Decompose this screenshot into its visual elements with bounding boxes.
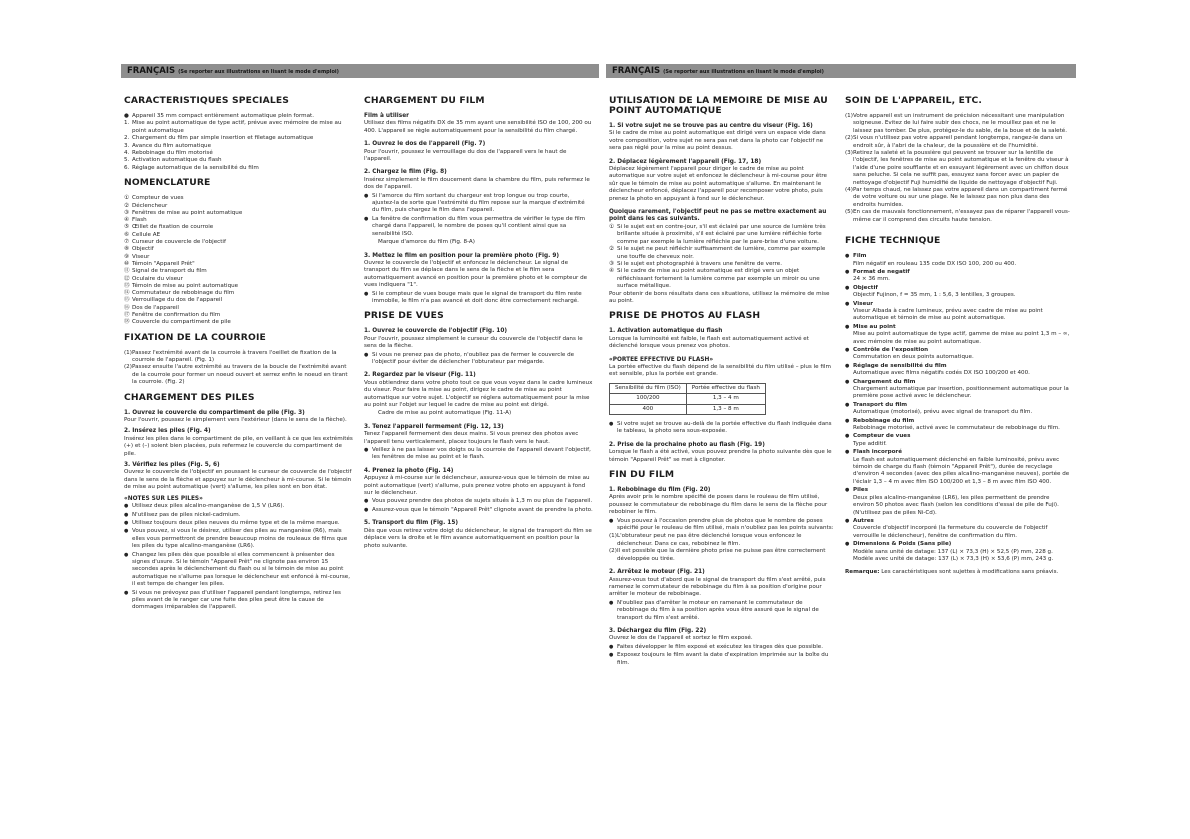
step-title: 2. Chargez le film (Fig. 8) <box>364 169 447 176</box>
heading-memoire: UTILISATION DE LA MEMOIRE DE MISE AU POINT AUTOMATIQUE <box>609 95 828 116</box>
step-text: Ouvrez le couvercle de l'objectif et enfoncez le déclencheur. Le signal de transport du film se déplace dans le sens de la flèche et le film sera automatiquement avancé en position pour la première photo et le compteur de vues indiquera "1". <box>364 259 588 289</box>
step-text: Insérez simplement le film doucement dans la chambre du film, puis refermez le dos de l'appareil. <box>364 176 590 191</box>
step-title: 3. Mettez le film en position pour la première photo (Fig. 9) <box>364 252 560 259</box>
step-text: Déplacez légèrement l'appareil pour diriger le cadre de mise au point automatique sur votre sujet et enfoncez le déclencheur à mi-course pour être sûr que le témoin de mise au point automatique s'allume. En maintenant le déclencheur enfoncé, déplacez l'appareil pour recomposer votre photo, puis prenez la photo en appuyant à fond sur le déclencheur. <box>609 166 828 202</box>
item-number: ⑨ <box>124 253 130 260</box>
list-item <box>609 246 835 261</box>
list-item <box>124 297 354 304</box>
step-text: Utilisez des films négatifs DX de 35 mm ayant une sensibilité ISO de 100, 200 ou 400. L'appareil se règle automatiquement pour la sensibilité du film chargé. <box>364 120 592 134</box>
item-number: ③ <box>124 209 130 216</box>
step-text: Après avoir pris le nombre spécifié de poses dans le rouleau de film utilisé, poussez le commutateur de rebobinage du film dans le sens de la flèche pour rebobiner le film. <box>609 494 828 516</box>
bullet-item: ● N'utilisez pas de piles nickel-cadmium. <box>124 512 354 519</box>
list-item <box>124 290 354 297</box>
banner-title: FRANÇAIS <box>612 66 661 76</box>
spec-label: Flash incorporé <box>853 449 902 456</box>
remarque <box>845 569 1070 576</box>
step-text: Vous obtiendrez dans votre photo tout ce que vous voyez dans le cadre lumineux du viseur. Pour faire la mise au point, dirigez le cadre de mise au point automatique sur votre sujet. L'objectif se réglera automatiquement pour la mise au point sur l'objet sur lequel le cadre de mise au point est dirigé. <box>364 379 593 408</box>
list-item <box>845 187 1070 209</box>
step-text: Dès que vous retirez votre doigt du déclencheur, le signal de transport du film se déplace vers la droite et le film avance automatiquement en position pour la photo suivante. <box>364 527 592 549</box>
step-title: «PORTEE EFFECTIVE DU FLASH» <box>609 356 714 363</box>
banner-subtitle: (Se reporter aux illustrations en lisant le mode d'emploi) <box>178 69 339 75</box>
item-number: ⑥ <box>124 231 130 238</box>
list-item <box>124 350 354 365</box>
heading-flash: PRISE DE PHOTOS AU FLASH <box>609 310 761 322</box>
item-text: Passez l'extrémité avant de la courroie à travers l'oeillet de fixation de la courroie de l'appareil. (Fig. 1) <box>132 349 337 363</box>
bullet-item: ● Si l'amorce du film sortant du chargeur est trop longue ou trop courte, ajustez-la de sorte que l'extrémité du film repose sur la marque d'extrémité du film, puis chargez le film dans l'appareil. <box>364 193 593 215</box>
care-list <box>845 113 1070 224</box>
spec-item <box>845 301 1070 323</box>
step-bullets <box>609 600 835 622</box>
spec-text: Viseur Albada à cadre lumineux, prévu avec cadre de mise au point automatique et témoin de mise au point automatique. <box>853 307 1043 322</box>
figure-caption: Cadre de mise au point automatique (Fig. 11-A) <box>378 410 512 417</box>
features-list <box>124 113 354 172</box>
bullet-item: ● N'oubliez pas d'arrêter le moteur en ramenant le commutateur de rebobinage du film à sa position après vous être assuré que le signal de transport du film s'est arrêté. <box>609 600 835 622</box>
spec-item <box>845 253 1070 268</box>
remarque-text: Les caractéristiques sont sujettes à modifications sans préavis. <box>881 569 1059 576</box>
item-number: (2) <box>609 548 617 555</box>
list-item <box>124 268 354 275</box>
list-item <box>124 305 354 312</box>
item-number: 3. <box>124 142 130 149</box>
list-item <box>609 533 835 548</box>
heading-fixation: FIXATION DE LA COURROIE <box>124 331 266 343</box>
item-text: Compteur de vues <box>132 195 184 202</box>
item-text: Si vous n'utilisez pas votre appareil pendant longtemps, rangez-le dans un endroit sûr, à l'abri de la chaleur, de la poussière et de l'humidité. <box>853 135 1063 149</box>
item-text: Témoin de mise au point automatique <box>132 282 239 289</box>
step-text: Tenez l'appareil fermement des deux mains. Si vous prenez des photos avec l'appareil tenu verticalement, placez toujours le flash vers le haut. <box>364 431 579 445</box>
spec-text: Objectif Fujinon, f = 35 mm, 1 : 5,6, 3 lentilles, 3 groupes. <box>853 292 1016 299</box>
item-number: 2. <box>124 135 130 142</box>
heading-piles: CHARGEMENT DES PILES <box>124 391 255 403</box>
spec-item <box>845 269 1070 284</box>
step-text: Pour obtenir de bons résultats dans ces situations, utilisez la mémoire de mise au point. <box>609 290 830 304</box>
item-text: Si le cadre de mise au point automatique est dirigé vers un objet réfléchissant fortement la lumière comme par exemple un miroir ou une surface métallique. <box>617 268 820 290</box>
item-text: Dos de l'appareil <box>132 304 179 311</box>
list-item <box>124 195 354 202</box>
step-text: Assurez-vous tout d'abord que le signal de transport du film s'est arrêté, puis ramenez le commutateur de rebobinage du film à sa position d'origine pour arrêter le moteur de rebobinage. <box>609 576 826 598</box>
list-item <box>124 210 354 217</box>
item-number: ① <box>609 223 615 230</box>
bullet-item: ● Vous pouvez prendre des photos de sujets situés à 1,3 m ou plus de l'appareil. <box>364 498 593 505</box>
bullet-item: ● Veillez à ne pas laisser vos doigts ou la courroie de l'appareil devant l'objectif, les fenêtres de mise au point et le flash. <box>364 447 593 462</box>
table-cell: 100/200 <box>610 394 687 404</box>
item-text: Activation automatique du flash <box>132 157 222 164</box>
list-item <box>124 364 354 386</box>
item-text: Signal de transport du film <box>132 268 207 275</box>
spec-text: Le flash est automatiquement déclenché en faible luminosité, prévu avec témoin de charge du flash (témoin "Appareil Prêt"), durée de recyclage d'environ 4 secondes (avec des piles alcalino-manganèse neuves), portée de l'éclair 1,3 – 4 m avec film ISO 100/200 et 1,3 – 8 m avec film ISO 400. <box>853 456 1070 485</box>
step-title: 3. Tenez l'appareil fermement (Fig. 12, 13) <box>364 423 504 430</box>
item-text: Réglage automatique de la sensibilité du film <box>132 164 259 171</box>
step-text: Ouvrez le couvercle de l'objectif en poussant le curseur de couvercle de l'objectif dans le sens de la flèche et appuyez sur le déclencheur à mi-course. Si le témoin de mise au point automatique (vert) s'allume, les piles sont en bon état. <box>124 469 352 491</box>
bullet-item: ● Faites développer le film exposé et exécutez les tirages dès que possible. <box>609 644 835 651</box>
banner-title: FRANÇAIS <box>127 66 176 76</box>
step-title: 2. Déplacez légèrement l'appareil (Fig. 17, 18) <box>609 158 762 165</box>
table-row <box>610 394 766 404</box>
spec-label: Compteur de vues <box>853 433 911 440</box>
step-title: 1. Rebobinage du film (Fig. 20) <box>609 487 711 494</box>
spec-label: Rebobinage du film <box>853 417 915 424</box>
item-number: (1) <box>124 349 132 356</box>
spec-text: Modèle sans unité de datage: 137 (L) × 73,3 (H) × 52,5 (P) mm, 228 g. Modèle avec unité de datage: 137 (L) × 73,3 (H) × 53,6 (P) mm, 243 g. <box>853 548 1054 562</box>
item-number: ① <box>124 195 130 202</box>
bullet-item: ● Vous pouvez à l'occasion prendre plus de photos que le nombre de poses spécifié pour le rouleau de film utilisé, mais n'oubliez pas les points suivants: <box>609 518 835 533</box>
step-title: 2. Insérez les piles (Fig. 4) <box>124 428 211 435</box>
item-text: Si le sujet est en contre-jour, s'il est éclairé par une source de lumière très brillante située à proximité, s'il est éclairé par une lumière réfléchie forte comme par exemple la lumière réfléchie par le pare-brise d'une voiture. <box>617 223 826 245</box>
step-title: Quoique rarement, l'objectif peut ne pas se mettre exactement au point dans les cas suivants. <box>609 209 827 223</box>
spec-item <box>845 518 1070 540</box>
table-row <box>610 404 766 414</box>
nomenclature-list <box>124 195 354 326</box>
item-text: Flash <box>132 217 147 224</box>
list-item <box>124 165 354 172</box>
item-number: 1. <box>124 120 130 127</box>
table-cell: 1,3 – 8 m <box>686 404 765 414</box>
item-text: Fenêtre de confirmation du film <box>132 312 221 318</box>
item-text: Avance du film automatique <box>132 142 212 149</box>
spec-label: Viseur <box>853 300 874 307</box>
item-text: Verrouillage du dos de l'appareil <box>132 297 223 304</box>
left-column-2 <box>360 90 599 613</box>
figure-caption: Marque d'amorce du film (Fig. 8-A) <box>378 239 475 246</box>
item-number: ⑰ <box>124 312 130 318</box>
spec-label: Dimensions & Poids (Sans pile) <box>853 541 952 548</box>
item-text: Œillet de fixation de courroie <box>132 224 214 231</box>
item-number: ② <box>124 202 130 209</box>
battery-notes <box>124 503 354 612</box>
spec-label: Format de negatif <box>853 268 910 275</box>
list-item <box>124 246 354 253</box>
spec-label: Piles <box>853 487 869 494</box>
spec-item <box>845 402 1070 417</box>
list-item <box>124 203 354 210</box>
list-item <box>845 150 1070 187</box>
spec-text: Mise au point automatique de type actif, gamme de mise au point 1,3 m – ∞, avec mémoire de mise au point automatique. <box>853 331 1070 345</box>
item-text: Passez ensuite l'autre extrémité au travers de la boucle de l'extrémité avant de la courroie pour former un noeud ouvert et serrez enfin le noeud en tirant la courroie. (Fig. 2) <box>132 364 348 386</box>
bullet-item: ● Si votre sujet se trouve au-delà de la portée effective du flash indiquée dans le tableau, la photo sera sous-exposée. <box>609 421 835 436</box>
item-text: Objectif <box>132 246 154 253</box>
strap-steps <box>124 350 354 387</box>
list-item <box>845 135 1070 150</box>
spec-text: Automatique avec films négatifs codés DX ISO 100/200 et 400. <box>853 370 1030 377</box>
list-item <box>609 224 835 246</box>
spec-list <box>845 253 1070 563</box>
item-text: Chargement du film par simple insertion et filetage automatique <box>132 135 314 142</box>
remarque-label: Remarque: <box>845 569 880 576</box>
item-number: ② <box>609 246 615 253</box>
item-text: Cellule AE <box>132 231 161 238</box>
bullet-item: ● Si vous ne prenez pas de photo, n'oubliez pas de fermer le couvercle de l'objectif pour éviter de déclencher l'obturateur par mégarde. <box>364 352 593 367</box>
step-title: 1. Activation automatique du flash <box>609 328 723 335</box>
right-column-1 <box>606 90 841 668</box>
step-title: 2. Regardez par le viseur (Fig. 11) <box>364 372 476 379</box>
spec-text: Film négatif en rouleau 135 code DX ISO 100, 200 ou 400. <box>853 260 1017 267</box>
spec-text: Rebobinage motorisé, activé avec le commutateur de rebobinage du film. <box>853 425 1060 432</box>
table-cell: 1,3 – 4 m <box>686 394 765 404</box>
section-banner <box>121 64 599 78</box>
item-text: Viseur <box>132 253 150 260</box>
spec-item <box>845 324 1070 346</box>
item-text: Rebobinage du film motorisé <box>132 150 213 157</box>
step-text: Insérez les piles dans le compartiment de pile, en veillant à ce que les extrémités (+) et (–) soient bien placées, puis refermez le couvercle du compartiment de pile. <box>124 435 353 457</box>
spec-text: 24 × 36 mm. <box>853 276 890 283</box>
item-number: ⑫ <box>124 275 130 282</box>
banner-subtitle: (Se reporter aux illustrations en lisant le mode d'emploi) <box>663 69 824 75</box>
spec-item <box>845 487 1070 517</box>
heading-caracteristiques: CARACTERISTIQUES SPECIALES <box>124 95 290 106</box>
item-text: En cas de mauvais fonctionnement, n'essayez pas de réparer l'appareil vous-même car il comprend des circuits haute tension. <box>853 209 1070 223</box>
spec-text: Automatique (motorisé), prévu avec signal de transport du film. <box>853 409 1033 416</box>
heading-fiche: FICHE TECHNIQUE <box>845 235 941 247</box>
step-title: 3. Vérifiez les piles (Fig. 5, 6) <box>124 462 220 469</box>
item-number: (5) <box>845 209 853 216</box>
spec-item <box>845 541 1070 563</box>
list-item <box>124 254 354 261</box>
spec-label: Mise au point <box>853 323 896 330</box>
item-number: ⑯ <box>124 304 130 311</box>
list-item <box>124 150 354 157</box>
bullet-item: ● Utilisez toujours deux piles neuves du même type et de la même marque. <box>124 520 354 527</box>
spec-text: Deux piles alcalino-manganèse (LR6), les piles permettent de prendre environ 50 photos avec flash (selon les conditions d'essai de pile de Fuji). (N'utilisez pas de piles Ni-Cd). <box>853 494 1059 516</box>
table-header: Sensibilité du film (ISO) <box>610 383 687 393</box>
item-text: Il est possible que la dernière photo prise ne puisse pas être correctement développée ou tirée. <box>617 548 826 562</box>
right-page <box>606 64 1076 839</box>
spec-item <box>845 433 1070 448</box>
spec-item <box>845 285 1070 300</box>
list-item <box>609 548 835 563</box>
spec-item <box>845 418 1070 433</box>
spec-item <box>845 363 1070 378</box>
step-text: Ouvrez le dos de l'appareil et sortez le film exposé. <box>609 635 753 642</box>
item-number: ③ <box>609 260 615 267</box>
item-number: (2) <box>845 135 853 142</box>
item-text: Retirez la saleté et la poussière qui peuvent se trouver sur la lentille de l'objectif, les fenêtres de mise au point automatique et la fenêtre du viseur à l'aide d'une poire soufflante et en essuyant légèrement avec un chiffon doux sans peluche. Si cela ne suffit pas, essuyez sans forcer avec un papier de nettoyage d'objectif Fuji humidifié de liquide de nettoyage d'objectif Fuji. <box>853 150 1069 186</box>
step-title: 5. Transport du film (Fig. 15) <box>364 520 459 527</box>
item-number: ⑪ <box>124 268 130 275</box>
spec-label: Transport du film <box>853 401 908 408</box>
notes-title: «NOTES SUR LES PILES» <box>124 495 203 502</box>
spec-item <box>845 379 1070 401</box>
list-item <box>124 276 354 283</box>
section-banner <box>606 64 1076 78</box>
step-title: 2. Prise de la prochaine photo au flash (Fig. 19) <box>609 441 765 448</box>
step-title: 1. Ouvrez le couvercle du compartiment de pile (Fig. 3) <box>124 409 305 416</box>
list-item <box>124 239 354 246</box>
item-number: (1) <box>845 113 853 119</box>
step-text: Lorsque le flash a été activé, vous pouvez prendre la photo suivante dès que le témoin "Appareil Prêt" se met à clignoter. <box>609 449 832 463</box>
bullet-item: ● Vous pouvez, si vous le désirez, utiliser des piles au manganèse (R6), mais elles vous permettront de prendre beaucoup moins de rouleaux de films que les piles du type alcalino-manganèse (LR6). <box>124 528 354 550</box>
step-text: Appuyez à mi-course sur le déclencheur, assurez-vous que le témoin de mise au point automatique (vert) s'allume, puis prenez votre photo en appuyant à fond sur le déclencheur. <box>364 475 590 497</box>
item-number: ⑱ <box>124 319 130 326</box>
spec-text: Commutation en deux points automatique. <box>853 354 974 361</box>
spec-text: Type additif. <box>853 440 887 447</box>
step-title: 1. Ouvrez le dos de l'appareil (Fig. 7) <box>364 141 486 148</box>
spec-label: Autres <box>853 517 874 524</box>
step-bullets <box>364 352 593 367</box>
item-number: 5. <box>124 157 130 164</box>
spec-label: Réglage de sensibilité du film <box>853 362 947 369</box>
item-number: ④ <box>609 268 615 275</box>
spec-text: Couvercle d'objectif incorporé (la fermeture du couvercle de l'objectif verrouille le déclencheur), fenêtre de confirmation du film. <box>853 525 1048 539</box>
step-title: 3. Déchargez du film (Fig. 22) <box>609 627 707 634</box>
item-number: (1) <box>609 533 617 540</box>
item-text: Par temps chaud, ne laissez pas votre appareil dans un compartiment fermé de votre voiture ou sur une plage. Ne le laissez pas non plus dans des endroits humides. <box>853 187 1068 208</box>
bullet-item: ● Utilisez deux piles alcalino-manganèse de 1,5 V (LR6). <box>124 503 354 510</box>
spec-item <box>845 449 1070 486</box>
heading-soin: SOIN DE L'APPAREIL, ETC. <box>845 95 983 106</box>
step-text: Pour l'ouvrir, poussez le simplement vers l'extérieur (dans le sens de la flèche). <box>124 417 347 424</box>
bullet-item: ● Si le compteur de vues bouge mais que le signal de transport du film reste immobile, le film n'a pas avancé et doit donc être correctement rechargé. <box>364 291 593 306</box>
item-number: ⑧ <box>124 246 130 253</box>
heading-nomenclature: NOMENCLATURE <box>124 177 211 189</box>
table-header: Portée effective du flash <box>686 383 765 393</box>
step-text: Pour l'ouvrir, poussez simplement le curseur du couvercle de l'objectif dans le sens de la flèche. <box>364 335 583 350</box>
bullet-item: ● Si vous ne prévoyez pas d'utiliser l'appareil pendant longtemps, retirez les piles avant de le ranger car une fuite des piles peut être la cause de dommages irréparables de l'appareil. <box>124 590 354 612</box>
step-text: Pour l'ouvrir, poussez le verrouillage du dos de l'appareil vers le haut de l'appareil. <box>364 148 567 163</box>
list-item <box>124 143 354 150</box>
item-number: ⑭ <box>124 290 130 297</box>
item-number: 6. <box>124 164 130 171</box>
item-number: (3) <box>845 150 853 157</box>
item-number: 4. <box>124 150 130 157</box>
item-number: (2) <box>124 364 132 371</box>
step-bullets <box>364 193 593 238</box>
left-page <box>121 64 599 839</box>
item-number: ⑬ <box>124 282 130 289</box>
list-item <box>124 157 354 164</box>
step-title: 4. Prenez la photo (Fig. 14) <box>364 467 454 474</box>
list-item <box>124 232 354 239</box>
spec-text: Chargement automatique par insertion, positionnement automatique pour la première pose activé avec le déclencheur. <box>853 386 1069 400</box>
heading-prise: PRISE DE VUES <box>364 310 444 322</box>
bullet-item: ● Changez les piles dès que possible si elles commencent à présenter des signes d'usure. Si le témoin "Appareil Prêt" ne clignote pas environ 15 secondes après le déclenchement du flash ou si le témoin de mise au point automatique ne s'allume pas lorsque le déclencheur est enfoncé à mi-course, il est temps de changer les piles. <box>124 552 354 589</box>
item-text: Curseur de couvercle de l'objectif <box>132 239 226 246</box>
item-text: Mise au point automatique de type actif, prévue avec mémoire de mise au point automatique <box>132 120 342 134</box>
spec-label: Film <box>853 253 867 260</box>
item-number: (4) <box>845 187 853 194</box>
item-number: ● <box>124 113 129 119</box>
list-item <box>124 312 354 319</box>
list-item <box>609 268 835 290</box>
bullet-item: ● Exposez toujours le film avant la date d'expiration imprimée sur la boîte du film. <box>609 652 835 667</box>
item-text: Si le sujet est photographié à travers une fenêtre de verre. <box>617 260 782 267</box>
step-bullets <box>364 291 593 306</box>
item-text: Appareil 35 mm compact entièrement automatique plein format. <box>132 113 314 119</box>
list-item <box>124 217 354 224</box>
list-item <box>124 120 354 135</box>
step-title: 1. Ouvrez le couvercle de l'objectif (Fig. 10) <box>364 328 508 335</box>
list-item <box>124 283 354 290</box>
spec-item <box>845 347 1070 362</box>
list-item <box>124 135 354 142</box>
item-text: L'obturateur peut ne pas être déclenché lorsque vous enfoncez le déclencheur. Dans ce cas, rebobinez le film. <box>617 533 802 547</box>
item-number: ④ <box>124 217 130 224</box>
rewind-points <box>609 533 835 563</box>
right-column-2 <box>841 90 1076 668</box>
item-text: Si le sujet ne peut réfléchir suffisamment de lumière, comme par exemple une touffe de cheveux noir. <box>617 246 826 260</box>
step-bullets <box>609 644 835 667</box>
step-text: Si le cadre de mise au point automatique est dirigé vers un espace vide dans votre composition, votre sujet ne sera pas net dans la photo car l'objectif ne sera pas réglé pour la mise au point dessus. <box>609 130 826 152</box>
item-text: Déclencheur <box>132 202 168 209</box>
heading-fin: FIN DU FILM <box>609 469 675 481</box>
item-text: Commutateur de rebobinage du film <box>132 290 235 297</box>
step-bullets <box>364 447 593 462</box>
step-title: 1. Si votre sujet ne se trouve pas au centre du viseur (Fig. 16) <box>609 123 813 129</box>
list-item <box>845 113 1070 135</box>
list-item <box>124 261 354 268</box>
list-item <box>124 224 354 231</box>
spec-label: Chargement du film <box>853 378 916 385</box>
item-number: ⑮ <box>124 297 130 304</box>
step-text: La portée effective du flash dépend de la sensibilité du film utilisé – plus le film est sensible, plus la portée est grande. <box>609 363 831 378</box>
step-text: Lorsque la luminosité est faible, le flash est automatiquement activé et déclenché lorsque vous prenez vos photos. <box>609 335 809 350</box>
step-bullets <box>609 518 835 533</box>
heading-chargement: CHARGEMENT DU FILM <box>364 95 485 106</box>
item-text: Votre appareil est un instrument de précision nécessitant une manipulation soigneuse. Evitez de lui faire subir des chocs, ne le mouillez pas et ne le laissez pas tomber. De plus, protégez-le du sable, de la boue et de la saleté. <box>853 113 1068 134</box>
step-bullets <box>609 421 835 436</box>
list-item <box>124 319 354 326</box>
item-number: ⑤ <box>124 224 130 231</box>
item-number: ⑩ <box>124 260 130 267</box>
list-item <box>845 209 1070 224</box>
bullet-item: ● La fenêtre de confirmation du film vous permettra de vérifier le type de film chargé dans l'appareil, le nombre de poses qu'il contient ainsi que sa sensibilité ISO. <box>364 216 593 238</box>
step-title: 2. Arrêtez le moteur (Fig. 21) <box>609 569 705 576</box>
focus-cases <box>609 224 835 291</box>
item-text: Témoin "Appareil Prêt" <box>132 260 195 267</box>
spec-label: Objectif <box>853 284 878 291</box>
spec-label: Contrôle de l'exposition <box>853 346 929 353</box>
item-text: Fenêtres de mise au point automatique <box>132 209 243 216</box>
table-cell: 400 <box>610 404 687 414</box>
bullet-item: ● Assurez-vous que le témoin "Appareil Prêt" clignote avant de prendre la photo. <box>364 507 593 514</box>
item-text: Oculaire du viseur <box>132 275 183 282</box>
step-bullets <box>364 498 593 514</box>
item-text: Couvercle du compartiment de pile <box>132 319 231 326</box>
flash-range-table <box>609 383 766 415</box>
item-number: ⑦ <box>124 239 130 246</box>
step-title: Film à utiliser <box>364 113 410 119</box>
left-column-1 <box>121 90 360 613</box>
